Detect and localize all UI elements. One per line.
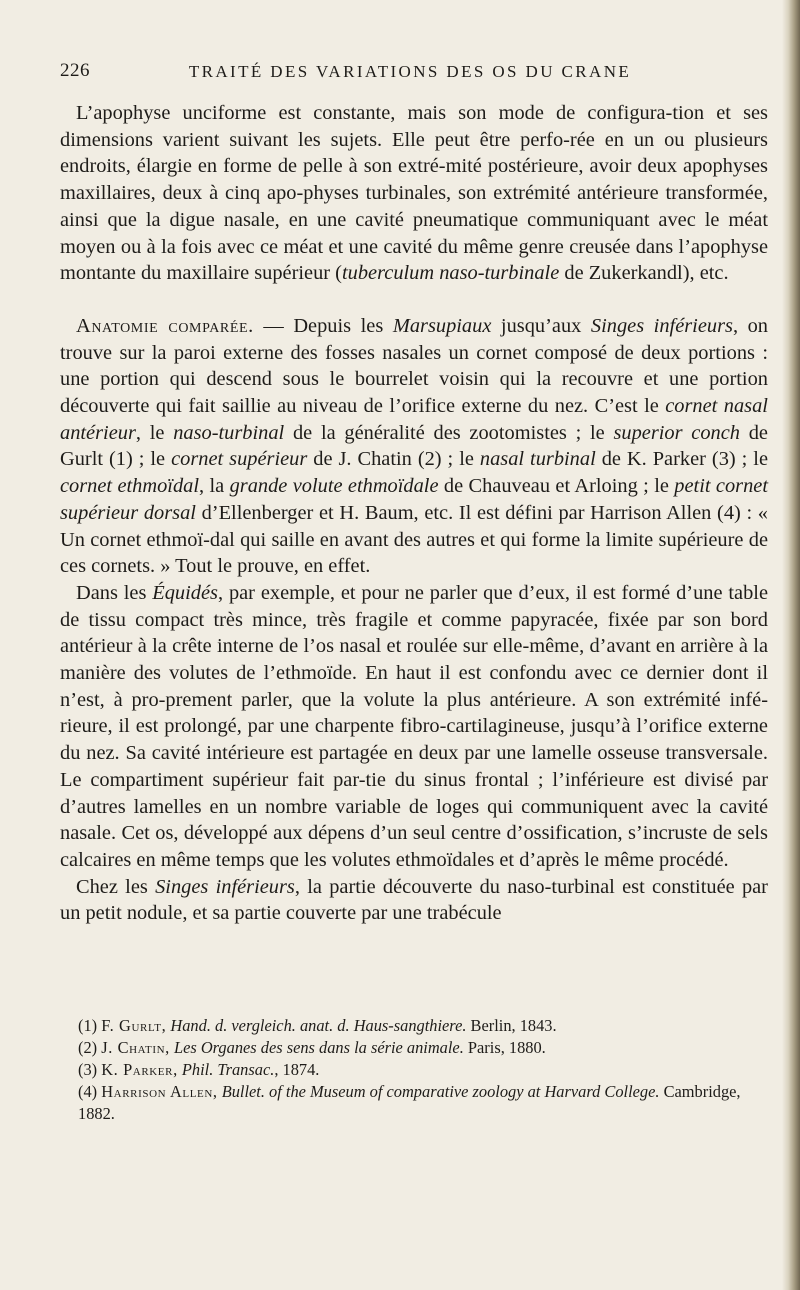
italic-term: naso-turbinal [173, 421, 285, 444]
italic-term: Équidés [152, 581, 218, 604]
italic-term: grande volute ethmoïdale [229, 475, 439, 498]
paragraph-text: de Gurlt (1) ; le [60, 421, 768, 471]
page-number: 226 [60, 60, 90, 81]
paragraph-text: de J. Chatin (2) ; le [307, 448, 480, 471]
italic-term: cornet supérieur [171, 448, 308, 471]
footnote [78, 1015, 768, 1037]
footnote-number: (1) [78, 1016, 98, 1035]
italic-term: Marsupiaux [392, 314, 492, 337]
footnote-title: Les Organes des sens dans la série animale. [173, 1038, 464, 1057]
paragraph-anatomie-comparee [60, 313, 768, 580]
section-heading: Anatomie comparée. [76, 314, 254, 337]
footnote-details: , 1874. [274, 1060, 320, 1079]
italic-term: nasal turbinal [479, 448, 596, 471]
footnote-title: Phil. Transac. [181, 1060, 275, 1079]
footnote-details: Paris, 1880. [463, 1038, 546, 1057]
paragraph-apophyse [60, 100, 768, 287]
footnote-details: Cambridge, 1882. [78, 1082, 741, 1123]
paragraph-text: , par exemple, et pour ne parler que d’eux, il est formé d’une table de tissu compact très mince, très fragile et comme papyracée, fixée par son bord antérieur à la crête interne de l’os nasal et roulée sur elle-même, d’avant en arrière à la manière des volutes de l’ethmoïde. En haut il est confondu avec ce dernier dont il n’est, à pro-prement parler, que la volute la plus antérieure. A son extrémité infé-rieure, il est prolongé, par une charpente fibro-cartilagineuse, jusqu’à l’orifice externe du nez. Sa cavité intérieure est partagée en deux par une lamelle osseuse transversale. Le compartiment supérieur fait par-tie du sinus frontal ; l’inférieure est divisé par d’autres lamelles en un nombre variable de loges qui communiquent avec la cavité nasale. Cet os, développé aux dépens d’un seul centre d’ossification, s’incruste de sels calcaires en même temps que les volutes ethmoïdales et d’après le même procédé. [60, 581, 768, 871]
paragraph-text: de Zukerkandl), etc. [559, 262, 729, 285]
footnote-title: Bullet. of the Museum of comparative zoology at Harvard College. [221, 1082, 660, 1101]
footnote [78, 1081, 768, 1125]
paragraph-text: , la [199, 475, 230, 498]
footnote-number: (4) [78, 1082, 98, 1101]
italic-term: superior conch [613, 421, 740, 444]
paragraph-equides [60, 580, 768, 874]
footnote-details: Berlin, 1843. [466, 1016, 557, 1035]
paragraph-text: Dans les [76, 581, 153, 604]
footnotes [78, 1015, 768, 1125]
paragraph-text: de la généralité des zootomistes ; le [284, 421, 614, 444]
footnote [78, 1037, 768, 1059]
paragraph-text: L’apophyse unciforme est constante, mais son mode de configura-tion et ses dimensions varient suivant les sujets. Elle peut être perfo-rée en un ou plusieurs endroits, élargie en forme de pelle à son extré-mité postérieure, avoir deux apophyses maxillaires, deux à cinq apo-physes turbinales, son extrémité antérieure transformée, ainsi que la digue nasale, en une cavité pneumatique communiquant avec le méat moyen ou à la fois avec ce méat et une cavité du même genre creusée dans l’apophyse montante du maxillaire supérieur ( [60, 102, 768, 285]
italic-term: Singes inférieurs [155, 875, 295, 898]
italic-term: cornet nasal antérieur [60, 395, 768, 444]
paragraph-text: , le [135, 421, 174, 444]
body-text [60, 100, 768, 927]
paragraph-text: d’Ellenberger et H. Baum, etc. Il est défini par Harrison Allen (4) : « Un cornet ethmoï-dal qui saille en avant des autres et qui forme la limite supérieure de ces cornets. » Tout le prouve, en effet. [60, 501, 768, 578]
footnote-author: F. Gurlt, [101, 1016, 167, 1035]
italic-term: tuberculum naso-turbinale [341, 262, 560, 285]
paragraph-text: de K. Parker (3) ; le [595, 448, 768, 471]
paragraph-text: , la partie découverte du naso-turbinal est constituée par un petit nodule, et sa partie couverte par une trabécule [60, 875, 768, 925]
paragraph-singes [60, 874, 768, 927]
footnote-author: Harrison Allen, [101, 1082, 218, 1101]
paragraph-text: — Depuis les [253, 314, 393, 337]
italic-term: cornet ethmoïdal [60, 475, 200, 498]
footnote-author: J. Chatin, [101, 1038, 170, 1057]
footnote-number: (3) [78, 1060, 98, 1079]
running-title: TRAITÉ DES VARIATIONS DES OS DU CRANE [188, 62, 632, 81]
paragraph-text: jusqu’aux [491, 314, 591, 337]
paragraph-text: Chez les [76, 875, 156, 898]
footnote-author: K. Parker, [101, 1060, 178, 1079]
paragraph-text: , on trouve sur la paroi externe des fosses nasales un cornet composé de deux portions : une portion qui descend sous le bourrelet voisin qui la recouvre et une portion découverte qui fait saillie au niveau de l’orifice externe du nez. C’est le [60, 314, 768, 418]
italic-term: Singes inférieurs [590, 314, 733, 337]
page-header [60, 60, 760, 90]
footnote-title: Hand. d. vergleich. anat. d. Haus-sangthiere. [170, 1016, 467, 1035]
page-edge-shadow [782, 0, 800, 1290]
paragraph-text: de Chauveau et Arloing ; le [438, 475, 675, 498]
footnote [78, 1059, 768, 1081]
footnote-number: (2) [78, 1038, 98, 1057]
italic-term: petit cornet supérieur dorsal [60, 475, 768, 524]
